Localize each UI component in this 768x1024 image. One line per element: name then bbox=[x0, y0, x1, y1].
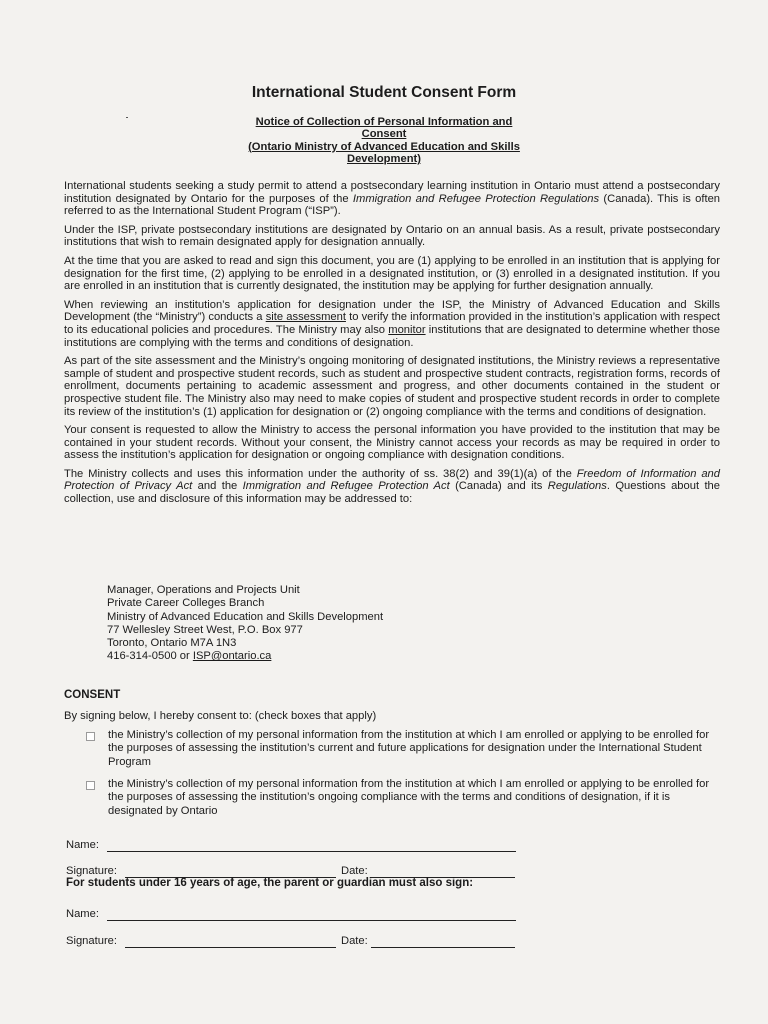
regulations-term: Regulations bbox=[547, 480, 607, 493]
text: and the bbox=[192, 480, 243, 493]
guardian-date-label: Date: bbox=[341, 935, 368, 947]
consent-checkbox[interactable] bbox=[86, 732, 95, 741]
contact-line bbox=[107, 650, 383, 663]
notice-line: Consent bbox=[361, 128, 407, 141]
consent-option-compliance bbox=[86, 778, 716, 818]
text: (Canada) and its bbox=[449, 480, 548, 493]
monitor-term: monitor bbox=[388, 323, 426, 336]
paragraph-isp-intro bbox=[64, 180, 720, 218]
notice-heading bbox=[0, 116, 768, 165]
paragraph-record-review: As part of the site assessment and the Ministry’s ongoing monitoring of designated institutions, the Ministry reviews a representative sample of student and prospective student records, such as student and prospective student contracts, registration forms, records of enrollment, documents pertaining to academic assessment and progress, and other documents contained in the student or prospective student file. The Ministry also may need to make copies of student and prospective student records in order to complete its review of the institution’s (1) application for designation or (2) ongoing compliance with the terms and conditions of designation. bbox=[64, 355, 720, 418]
paragraph-site-assessment bbox=[64, 299, 720, 349]
guardian-name-line[interactable] bbox=[107, 920, 516, 921]
guardian-note: For students under 16 years of age, the parent or guardian must also sign: bbox=[66, 877, 474, 889]
text: The Ministry collects and uses this information under the authority of ss. 38(2) and 39(1)(a) of the bbox=[64, 467, 577, 480]
name-label: Name: bbox=[66, 839, 99, 851]
paragraph-annual-designation: Under the ISP, private postsecondary institutions are designated by Ontario on an annual basis. As a result, private postsecondary institutions that wish to remain designated apply for designation annually. bbox=[64, 223, 720, 249]
consent-checkbox[interactable] bbox=[86, 781, 95, 790]
text: International students seeking a study permit to attend a postsecondary learning institution in Ontario must attend a postsecondary institution designated by Ontario for the purposes of the bbox=[64, 180, 720, 205]
notice-line: Notice of Collection of Personal Information and bbox=[255, 116, 513, 128]
email-link[interactable]: ISP@ontario.ca bbox=[192, 650, 272, 663]
name-line[interactable] bbox=[107, 851, 516, 852]
consent-option-applications bbox=[86, 729, 716, 769]
address-line: 77 Wellesley Street West, P.O. Box 977 bbox=[107, 623, 303, 636]
consent-heading: CONSENT bbox=[64, 689, 121, 701]
act-title: Freedom of Information and Protection of Privacy Act bbox=[64, 467, 720, 493]
consent-option-text: the Ministry’s collection of my personal information from the institution at which I am enrolled or applying to be enrolled for the purposes of assessing the institution’s current and future applications for designation under the International Student Program bbox=[108, 729, 710, 768]
paragraph-consent-request: Your consent is requested to allow the Ministry to access the personal information you have provided to the institution that may be contained in your student records. Without your consent, the Ministry cannot access your records as may be required in order to assess the institution’s application for designation or ongoing compliance with designation conditions. bbox=[64, 424, 720, 462]
address-line: Manager, Operations and Projects Unit bbox=[107, 584, 300, 596]
paragraph-signing-context: At the time that you are asked to read and sign this document, you are (1) applying to be enrolled in an institution that is applying for designation for the first time, (2) applying to be enrolled in a designated institution, or (3) enrolled in a designated institution. If you are enrolled in an institution that is currently designated, the institution may be applying for further designation annually. bbox=[64, 254, 720, 293]
guardian-signature-label: Signature: bbox=[66, 935, 117, 947]
text: (Canada). This is often referred to as the International Student Program (“ISP”). bbox=[64, 192, 721, 218]
paragraph-authority bbox=[64, 468, 720, 506]
regulation-title: Immigration and Refugee Protection Regulations bbox=[352, 192, 600, 205]
notice-line: (Ontario Ministry of Advanced Education and Skills bbox=[248, 140, 520, 153]
ministry-address bbox=[107, 584, 383, 664]
text: When reviewing an institution’s application for designation under the ISP, the Ministry of Advanced Education and Skills Development (the “Ministry”) conducts a bbox=[64, 298, 720, 324]
text: institutions that are designated to determine whether those institutions are complying with the terms and conditions of designation. bbox=[64, 323, 721, 349]
text: to verify the information provided in the institution’s application with respect to its educational policies and procedures. The Ministry may also bbox=[64, 311, 720, 336]
notice-line: Development) bbox=[347, 152, 421, 165]
consent-instructions: By signing below, I hereby consent to: (check boxes that apply) bbox=[64, 710, 377, 722]
date-label: Date: bbox=[341, 865, 368, 877]
act-title: Immigration and Refugee Protection Act bbox=[242, 480, 450, 493]
text: . Questions about the collection, use and disclosure of this information may be addressed to: bbox=[64, 480, 720, 506]
address-line: Toronto, Ontario M7A 1N3 bbox=[107, 637, 237, 650]
guardian-signature-line[interactable] bbox=[125, 947, 336, 948]
form-body bbox=[64, 180, 720, 512]
form-title: International Student Consent Form bbox=[251, 84, 517, 101]
address-line: Private Career Colleges Branch bbox=[107, 597, 265, 610]
phone: 416-314-0500 or bbox=[107, 650, 193, 663]
consent-option-text: the Ministry’s collection of my personal information from the institution at which I am enrolled or applying to be enrolled for the purposes of assessing the institution’s ongoing compliance with the terms and conditions of designation, if it is designated by Ontario bbox=[108, 778, 710, 817]
guardian-name-label: Name: bbox=[66, 908, 99, 920]
signature-label: Signature: bbox=[66, 865, 117, 877]
guardian-date-line[interactable] bbox=[371, 947, 515, 948]
address-line: Ministry of Advanced Education and Skills Development bbox=[107, 610, 384, 623]
site-assessment-term: site assessment bbox=[265, 311, 346, 324]
